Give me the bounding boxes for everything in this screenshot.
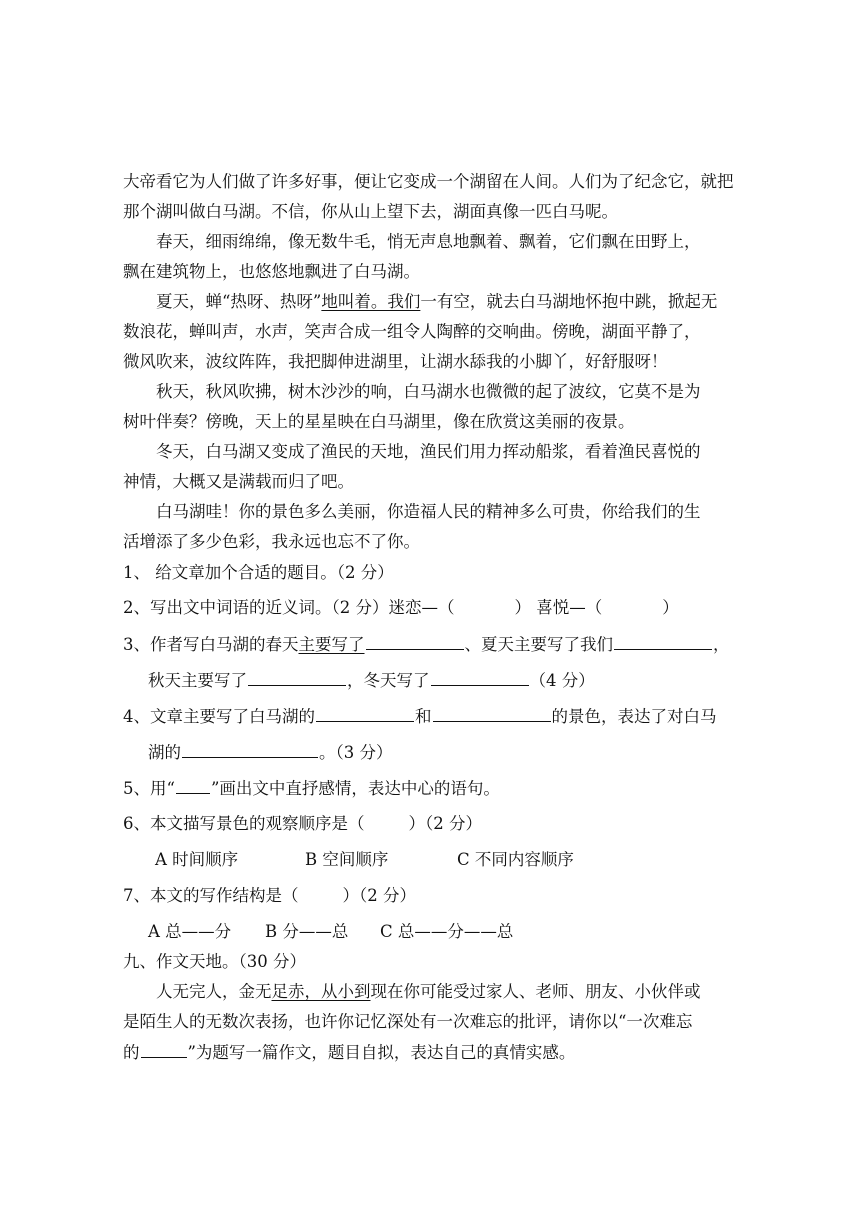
passage-line: 冬天，白马湖又变成了渔民的天地，渔民们用力挥动船浆，看着渔民喜悦的	[156, 442, 701, 461]
passage-line: 春天，细雨绵绵，像无数牛毛，悄无声息地飘着、飘着，它们飘在田野上，	[156, 232, 701, 251]
composition-line	[156, 982, 701, 1002]
question-text: 。（3 分）	[319, 743, 393, 762]
answer-blank[interactable]	[614, 634, 712, 650]
answer-blank[interactable]	[248, 670, 346, 686]
composition-line: 是陌生人的无数次表扬，也许你记忆深处有一次难忘的批评，请你以“一次难忘	[123, 1012, 693, 1031]
question-text: 2、写出文中词语的近义词。（2 分）迷恋—（	[123, 598, 455, 617]
answer-blank[interactable]	[141, 1042, 187, 1058]
passage-line: 大帝看它为人们做了许多好事，便让它变成一个湖留在人间。人们为了纪念它，就把	[123, 172, 734, 191]
option-c[interactable]: C 总——分——总	[380, 922, 514, 941]
question-7	[123, 886, 416, 906]
question-5	[123, 778, 500, 799]
composition-text: 人无完人，金无	[156, 982, 272, 1001]
option-a[interactable]: A 时间顺序	[155, 850, 239, 869]
composition-heading: 九、作文天地。（30 分）	[123, 952, 306, 971]
underlined-text: 主要写了	[298, 635, 365, 654]
composition-text: 的	[123, 1043, 140, 1062]
option-a[interactable]: A 总——分	[148, 922, 232, 941]
question-3	[123, 634, 730, 655]
answer-blank[interactable]	[182, 742, 318, 758]
question-text: （4 分）	[529, 671, 595, 690]
line-symbol	[176, 778, 210, 794]
answer-blank[interactable]	[431, 670, 529, 686]
question-2	[123, 598, 679, 618]
question-text: 、夏天主要写了我们	[464, 635, 613, 654]
passage-line: 微风吹来，波纹阵阵，我把脚伸进湖里，让湖水舔我的小脚丫，好舒服呀！	[123, 352, 668, 371]
passage-text: 夏天，蝉“热呀、热呀”	[156, 292, 322, 311]
question-text: 3、作者写白马湖的春天	[123, 635, 299, 654]
composition-text: 现在你可能受过家人、老师、朋友、小伙伴或	[370, 982, 701, 1001]
question-6	[123, 814, 482, 834]
passage-line: 飘在建筑物上，也悠悠地飘进了白马湖。	[123, 262, 420, 281]
question-text: 4、文章主要写了白马湖的	[123, 707, 315, 726]
option-c[interactable]: C 不同内容顺序	[457, 850, 574, 869]
question-text: ）（2 分）	[342, 886, 416, 905]
option-b[interactable]: B 分——总	[265, 922, 349, 941]
composition-line	[123, 1042, 575, 1063]
question-text: 和	[415, 707, 432, 726]
question-text: 的景色，表达了对白马	[551, 707, 717, 726]
question-text: 秋天主要写了	[148, 671, 247, 690]
passage-line: 数浪花，蝉叫声，水声，笑声合成一组令人陶醉的交响曲。傍晚，湖面平静了，	[123, 322, 701, 341]
question-text: 7、本文的写作结构是（	[123, 886, 299, 905]
question-text: ，冬天写了	[347, 671, 430, 690]
question-text: ）	[662, 598, 679, 617]
passage-line: 树叶伴奏？傍晚，天上的星星映在白马湖里，像在欣赏这美丽的夜景。	[123, 412, 635, 431]
passage-line: 那个湖叫做白马湖。不信，你从山上望下去，湖面真像一匹白马呢。	[123, 202, 618, 221]
question-text: ”画出文中直抒感情，表达中心的语句。	[210, 779, 500, 798]
passage-line: 秋天，秋风吹拂，树木沙沙的响，白马湖水也微微的起了波纹，它莫不是为	[156, 382, 701, 401]
question-text: 湖的	[148, 743, 181, 762]
question-text: 6、本文描写景色的观察顺序是（	[123, 814, 365, 833]
option-b[interactable]: B 空间顺序	[305, 850, 389, 869]
question-text: ） 喜悦—（	[514, 598, 603, 617]
underlined-text: 足赤，从小到	[271, 982, 371, 1001]
question-4-cont	[148, 742, 393, 763]
passage-text: 一有空，就去白马湖地怀抱中跳，掀起无	[420, 292, 718, 311]
answer-blank[interactable]	[366, 634, 464, 650]
answer-blank[interactable]	[316, 706, 414, 722]
passage-line	[156, 292, 717, 312]
passage-line: 白马湖哇！你的景色多么美丽，你造福人民的精神多么可贵，你给我们的生	[156, 502, 701, 521]
question-1: 1、 给文章加个合适的题目。（2 分）	[123, 563, 394, 582]
question-text: 5、用“	[123, 779, 175, 798]
question-3-cont	[148, 670, 595, 691]
underlined-text: 地叫着。我们	[321, 292, 421, 311]
question-text: ，	[713, 635, 730, 654]
question-4	[123, 706, 717, 727]
answer-blank[interactable]	[433, 706, 551, 722]
question-text: ）（2 分）	[408, 814, 482, 833]
passage-line: 神情，大概又是满载而归了吧。	[123, 472, 354, 491]
composition-text: ”为题写一篇作文，题目自拟，表达自己的真情实感。	[187, 1043, 576, 1062]
passage-line: 活增添了多少色彩，我永远也忘不了你。	[123, 532, 420, 551]
